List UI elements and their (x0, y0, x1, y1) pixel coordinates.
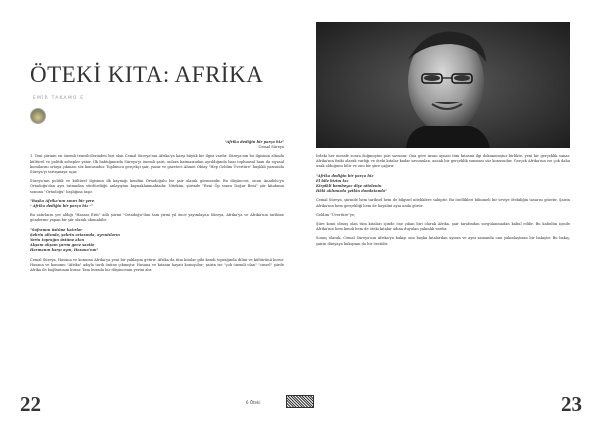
epigraph-quote: "Afrika dediğin bir parça hiz" (224, 140, 284, 144)
right-page (300, 0, 600, 421)
page-number-right: 23 (561, 392, 582, 416)
right-column (316, 154, 570, 251)
paragraph: Sonuç olarak, Cemal Süreya'nın Afrika'ya bakışı onu başka kıtalardan ayıran ve aynı zamanda onu yakınlaştıran bir bakıştır. Bu bakış, şairin dünyaya bakışının da bir özetidir. (316, 236, 570, 246)
verse-quote: "Soframın üstüne katırlar Şehrin altında, şehrin ortasında, ayrıntıların Yerin toprağın üstüne akın Akşam akşam yarım gece saatte Harmanın karşı ayın, Hasana'nın" (30, 227, 120, 253)
paragraph: Geldim "Üvertüre"ye; (316, 212, 356, 217)
article-title: ÖTEKİ KITA: AFRİKA (30, 62, 264, 87)
left-column (30, 140, 284, 277)
paragraph: İrdeki her mesafe sonra doğmuştur şiiri savunur. Ona göre insan aynası tüm kıtasını ilgi dokunmuştur birlikte, yeni bir gerçeklik sunar. Afrika'nın fiziki olarak varlığı ve öteki kıtalar kadar savunulan, ancak bir gerçeklik sunması söz konusudur. Gerçek Afrika'nın ise çok daha uzak olduğunu bilir ve onu bir şiire çağırır. (316, 154, 570, 169)
paragraph: 1. Yeni şiirinin en önemli temsilcilerinden biri olan Cemal Süreya'nın Afrika'ya karşı büyük bir ilgisi vardır. Süreya'nın bu ilgisinin altında kültürel ve politik sebepler yatar. İlk baktığımızda Süreya'yı önemli şairi, onlara katmasından ayrıldığında bazı toplumsal ham da siyasal konularını ortaya çıkması söz konusudur. Toplumcu gerçekçi şair, yazar ve gazeteci Ahmet Oktay "Hep Geldim Üvertüre" başlıklı yazısında Süreya'yı tartışmaya açar. (30, 154, 284, 175)
author-avatar (30, 108, 46, 124)
verse-quote: "Başka Afrika'nın sınırı bir yere - Afrika dediğin bir parça hiz -" (30, 198, 95, 209)
epigraph-attribution: Cemal Süreya (258, 145, 284, 150)
paragraph: Şiire konu olmuş olan tüm kıtaları içinde öne çıkan biri olarak Afrika, şair tarafından sorgulanmadan kabul edilir. Bu kabulün içinde Afrika'nın hem kendi hem de öteki kıtalar adına duyulan yakınlık vardır. (316, 222, 570, 232)
paragraph: Cemal Süreya, şiirinde hem tarihsel hem de bilgisel niteliklere sahiptir. Bu özellikleri bilinmeli bir seviye ötekiliğin tasarısı gözetir. Şairin Afrika'nın hem gerçekliği hem de hayalini aynı anda görür. (316, 198, 570, 208)
paragraph: Bu satırların yer aldığı "Hassas Etüt" adlı şiirini "Ortadoğu"dan tam yirmi yıl önce yayımlayan Süreya, Afrika'ya ve Afrika'nın tarihine gönderme yapan bir şiir olarak okunabilir. (30, 213, 284, 223)
magazine-name: Öteki (249, 400, 261, 405)
paragraph: Cemal Süreya, Hasana ve konuma Afrika'ya yeni bir yaklaşım getirir. Afrika da tüm kıtalar gibi kendi toprağında dilini ve kültürünü korur. Hasana ve konumu "Afrika" adıyla tarih önüne çıkmıştır. Hasana ve kıtanın hayatı konuşulur; şairin ise "çok önemli olan" "cinsel" şiirde Afrika ile bağlantısını kurar. Tam burada bir düşüncenin yerini alır. (30, 257, 284, 273)
page-number-left: 22 (20, 392, 41, 416)
verse-quote: "Afrika dediğin bir parça hiz El bile bizim kız Kirpikli bembeyaz diye nitelenin Hâlâ aklımızda yetkin damlatanda" (316, 173, 387, 194)
author-portrait-photo (316, 22, 570, 148)
magazine-logo (286, 395, 314, 408)
epigraph (30, 140, 284, 150)
author-name: EMİR TAKAMO E (33, 96, 85, 101)
issue-number: 6 (246, 400, 249, 405)
paragraph: Süreya'nın politik ve kültürel ilgisinin ilk kaynağı kendini Ortadoğulu bir şair olarak görmesidir. Bu düşüncesi, onun Anadolu'yu Ortadoğu'dan ayrı tutmadan sürdürdüğü anlayıştan kaynaklanmaktadır. Nitekim, şiirinde "Beni Öp sonra Doğur Beni" şiir kitabının sonunu "Ortadoğu" başlığına taşır. (30, 179, 284, 194)
portrait-image (316, 22, 570, 148)
footer-label (246, 400, 260, 405)
